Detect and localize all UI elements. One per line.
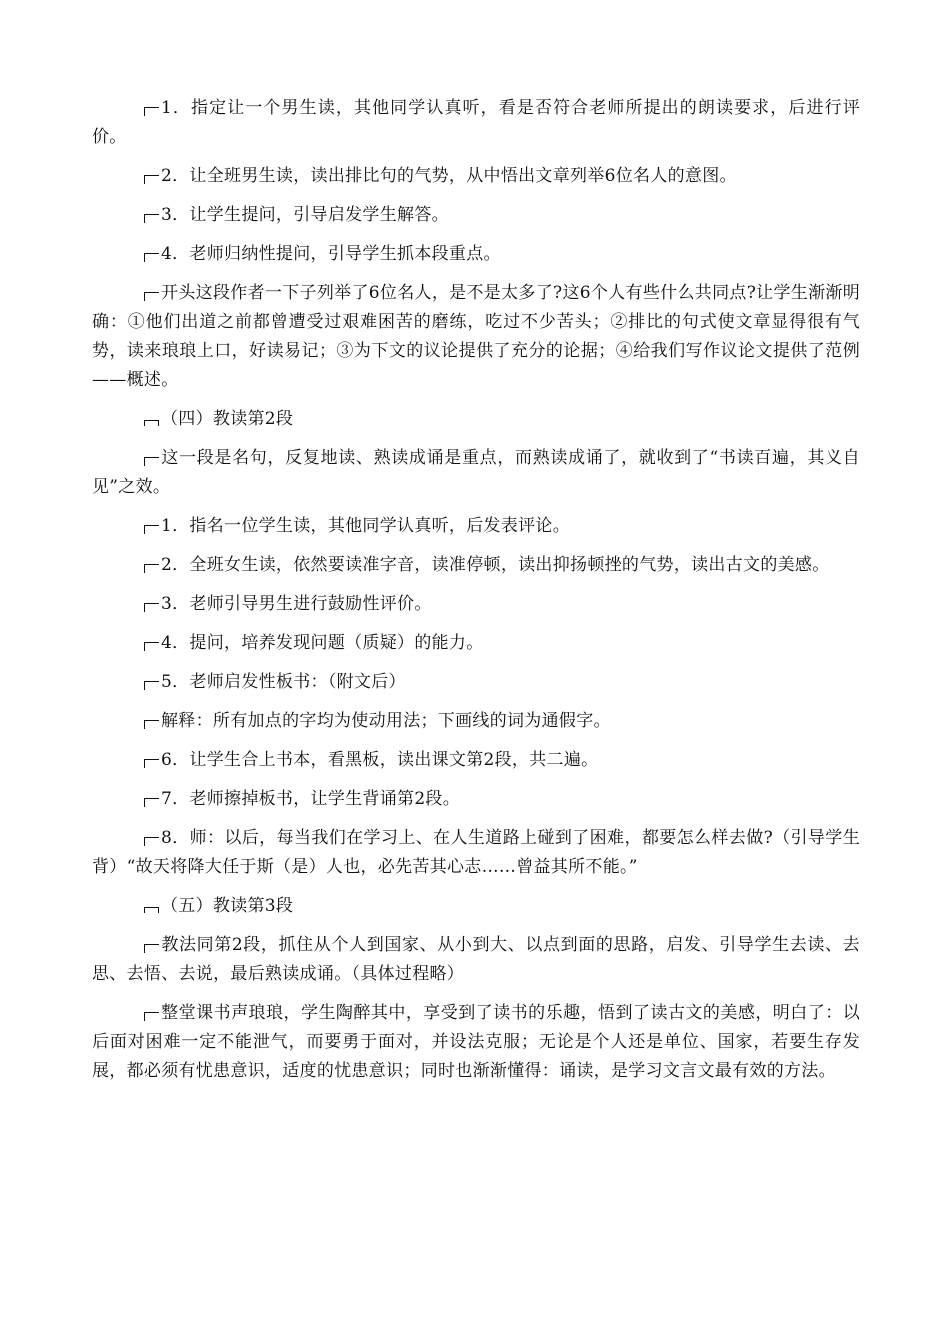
paragraph-text: 解释：所有加点的字均为使动用法；下画线的词为通假字。 bbox=[161, 711, 611, 731]
paragraph bbox=[92, 824, 860, 882]
bracket-mark-icon bbox=[143, 755, 160, 765]
bracket-mark-icon bbox=[143, 901, 160, 911]
bracket-mark-icon bbox=[143, 414, 160, 424]
paragraph bbox=[92, 931, 860, 989]
paragraph bbox=[92, 444, 860, 502]
paragraph-text: 2．全班女生读，依然要读准字音，读准停顿，读出抑扬顿挫的气势，读出古文的美感。 bbox=[161, 555, 830, 575]
bracket-mark-icon bbox=[143, 1008, 160, 1018]
bracket-mark-icon bbox=[143, 103, 160, 113]
bracket-mark-icon bbox=[143, 833, 160, 843]
bracket-mark-icon bbox=[143, 599, 160, 609]
paragraph bbox=[92, 785, 860, 814]
bracket-mark-icon bbox=[143, 638, 160, 648]
bracket-mark-icon bbox=[143, 171, 160, 181]
bracket-mark-icon bbox=[143, 560, 160, 570]
bracket-mark-icon bbox=[143, 210, 160, 220]
paragraph-text: 5．老师启发性板书：（附文后） bbox=[161, 672, 406, 692]
paragraph bbox=[92, 94, 860, 152]
paragraph bbox=[92, 668, 860, 697]
paragraph bbox=[92, 629, 860, 658]
paragraph bbox=[92, 201, 860, 230]
bracket-mark-icon bbox=[143, 794, 160, 804]
paragraph-text: 3．老师引导男生进行鼓励性评价。 bbox=[161, 594, 432, 614]
paragraph-text: 4．老师归纳性提问，引导学生抓本段重点。 bbox=[161, 244, 501, 264]
paragraph-text: 开头这段作者一下子列举了6位名人，是不是太多了?这6个人有些什么共同点?让学生渐渐明确：①他们出道之前都曾遭受过艰难困苦的磨练，吃过不少苦头；②排比的句式使文章显得很有气势，读来琅琅上口，好读易记；③为下文的议论提供了充分的论据；④给我们写作议论文提供了范例——概述。 bbox=[92, 283, 860, 390]
paragraph-text: 3．让学生提问，引导启发学生解答。 bbox=[161, 205, 449, 225]
section-heading-text: （五）教读第3段 bbox=[161, 896, 294, 916]
paragraph bbox=[92, 279, 860, 395]
paragraph bbox=[92, 746, 860, 775]
bracket-mark-icon bbox=[143, 521, 160, 531]
paragraph-text: 7．老师擦掉板书，让学生背诵第2段。 bbox=[161, 789, 461, 809]
paragraph bbox=[92, 999, 860, 1086]
section-heading-text: （四）教读第2段 bbox=[161, 409, 294, 429]
paragraph-text: 2．让全班男生读，读出排比句的气势，从中悟出文章列举6位名人的意图。 bbox=[161, 166, 737, 186]
paragraph-text: 这一段是名句，反复地读、熟读成诵是重点，而熟读成诵了，就收到了“书读百遍，其义自见”之效。 bbox=[92, 448, 860, 497]
paragraph-text: 1．指定让一个男生读，其他同学认真听，看是否符合老师所提出的朗读要求，后进行评价。 bbox=[92, 98, 860, 147]
paragraph-text: 8．师：以后，每当我们在学习上、在人生道路上碰到了困难，都要怎么样去做?（引导学生背）“故天将降大任于斯（是）人也，必先苦其心志……曾益其所不能。” bbox=[92, 828, 860, 877]
paragraph bbox=[92, 551, 860, 580]
paragraph bbox=[92, 240, 860, 269]
paragraph-text: 6．让学生合上书本，看黑板，读出课文第2段，共二遍。 bbox=[161, 750, 599, 770]
bracket-mark-icon bbox=[143, 249, 160, 259]
bracket-mark-icon bbox=[143, 677, 160, 687]
paragraph-text: 教法同第2段，抓住从个人到国家、从小到大、以点到面的思路，启发、引导学生去读、去思、去悟、去说，最后熟读成诵。（具体过程略） bbox=[92, 935, 860, 984]
paragraph bbox=[92, 707, 860, 736]
paragraph bbox=[92, 162, 860, 191]
bracket-mark-icon bbox=[143, 940, 160, 950]
paragraph bbox=[92, 590, 860, 619]
document-body bbox=[92, 94, 860, 1096]
section-heading bbox=[92, 405, 860, 434]
bracket-mark-icon bbox=[143, 716, 160, 726]
paragraph bbox=[92, 512, 860, 541]
paragraph-text: 1．指名一位学生读，其他同学认真听，后发表评论。 bbox=[161, 516, 571, 536]
bracket-mark-icon bbox=[143, 288, 160, 298]
bracket-mark-icon bbox=[143, 453, 160, 463]
section-heading bbox=[92, 892, 860, 921]
paragraph-text: 整堂课书声琅琅，学生陶醉其中，享受到了读书的乐趣，悟到了读古文的美感，明白了：以后面对困难一定不能泄气，而要勇于面对，并设法克服；无论是个人还是单位、国家，若要生存发展，都必须有忧患意识，适度的忧患意识；同时也渐渐懂得：诵读，是学习文言文最有效的方法。 bbox=[92, 1003, 860, 1081]
paragraph-text: 4．提问，培养发现问题（质疑）的能力。 bbox=[161, 633, 484, 653]
